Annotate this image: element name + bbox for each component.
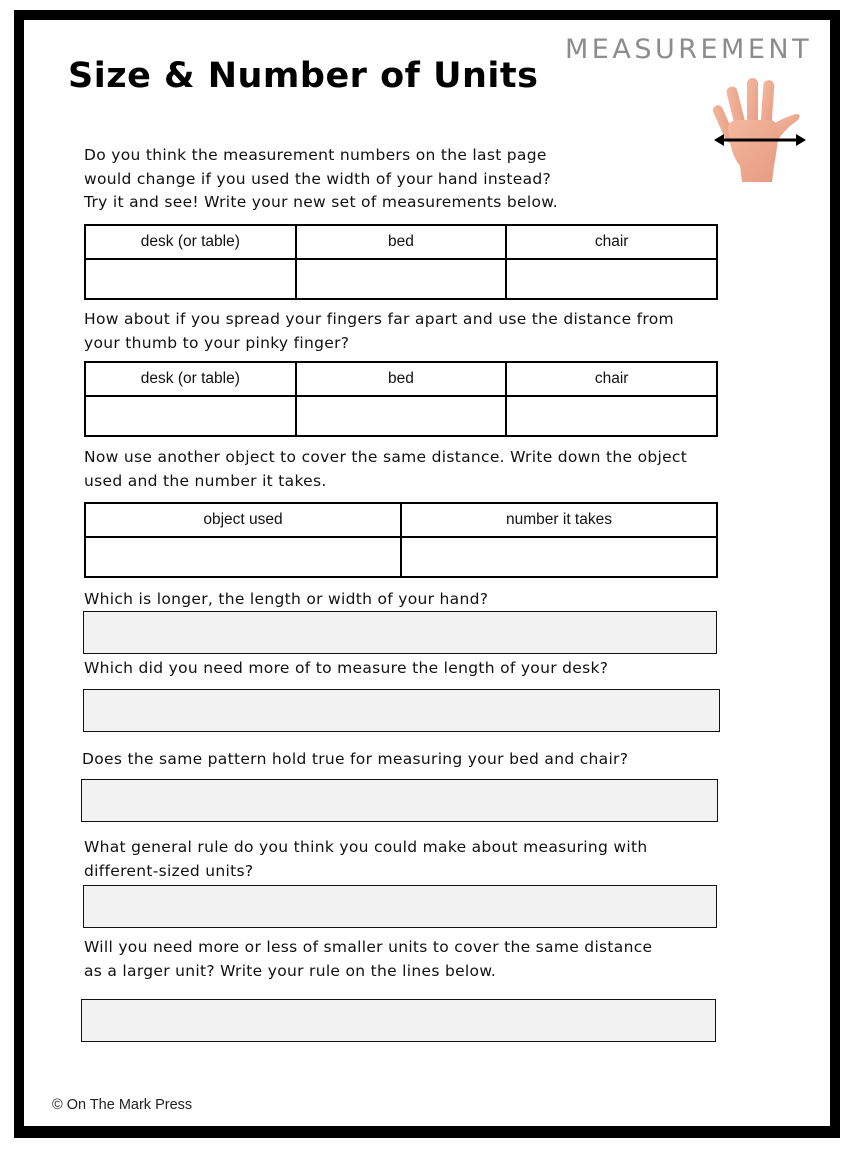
answer-cell-bed[interactable] <box>296 396 507 436</box>
table-header: chair <box>506 225 717 259</box>
answer-cell-chair[interactable] <box>506 259 717 299</box>
hand-span-table <box>84 361 718 437</box>
object-table <box>84 502 718 578</box>
table-header: object used <box>85 503 401 537</box>
hand-width-icon <box>712 74 808 184</box>
answer-box-4[interactable] <box>83 885 717 928</box>
question-6: Does the same pattern hold true for measuring your bed and chair? <box>82 750 629 768</box>
answer-box-1[interactable] <box>83 611 717 654</box>
answer-cell-number[interactable] <box>401 537 717 577</box>
hand-width-table <box>84 224 718 300</box>
question-2: How about if you spread your fingers far apart and use the distance from your thumb to your pinky finger? <box>84 310 674 352</box>
answer-box-3[interactable] <box>81 779 718 822</box>
answer-cell-object[interactable] <box>85 537 401 577</box>
answer-box-2[interactable] <box>83 689 720 732</box>
table-header: desk (or table) <box>85 225 296 259</box>
question-7: What general rule do you think you could make about measuring with different-sized units? <box>84 838 648 880</box>
table-header: bed <box>296 225 507 259</box>
answer-box-5[interactable] <box>81 999 716 1042</box>
question-3: Now use another object to cover the same distance. Write down the object used and the number it takes. <box>84 448 688 490</box>
page-title: Size & Number of Units <box>68 56 539 96</box>
table-header: bed <box>296 362 507 396</box>
table-header: number it takes <box>401 503 717 537</box>
copyright-footer: © On The Mark Press <box>52 1097 193 1113</box>
answer-cell-chair[interactable] <box>506 396 717 436</box>
table-header: desk (or table) <box>85 362 296 396</box>
question-8: Will you need more or less of smaller units to cover the same distance as a larger unit? Write your rule on the lines below. <box>84 938 653 980</box>
answer-cell-bed[interactable] <box>296 259 507 299</box>
question-4: Which is longer, the length or width of your hand? <box>84 590 489 608</box>
answer-cell-desk[interactable] <box>85 259 296 299</box>
question-1: Do you think the measurement numbers on the last page would change if you used the width of your hand instead? Try it and see! Write your new set of measurements below. <box>84 146 559 211</box>
category-label: MEASUREMENT <box>565 34 813 65</box>
question-5: Which did you need more of to measure the length of your desk? <box>84 659 609 677</box>
table-header: chair <box>506 362 717 396</box>
answer-cell-desk[interactable] <box>85 396 296 436</box>
